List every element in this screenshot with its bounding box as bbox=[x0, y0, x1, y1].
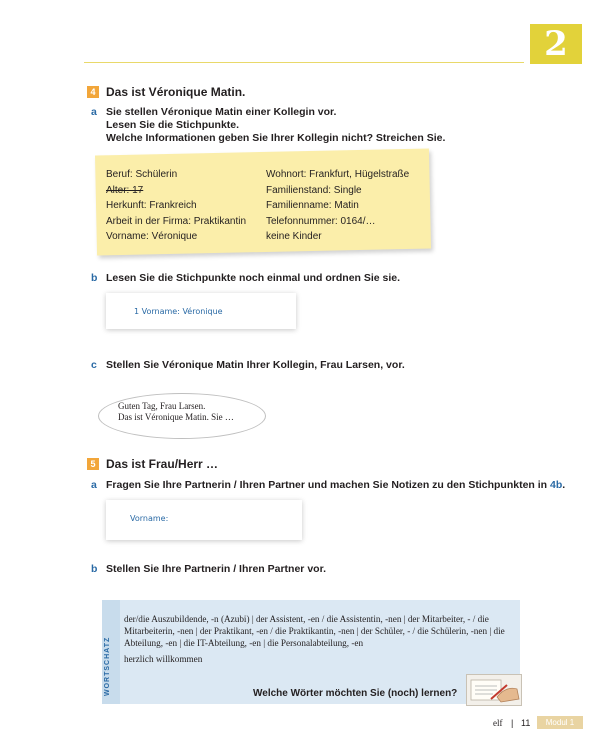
page-word: elf bbox=[493, 718, 503, 728]
exercise-reference: 4b bbox=[550, 479, 563, 491]
note-item: Vorname: Véronique bbox=[106, 231, 198, 242]
instruction-line: Lesen Sie die Stichpunkte. bbox=[106, 119, 240, 131]
speech-bubble-text bbox=[118, 401, 234, 423]
note-left-column bbox=[106, 167, 246, 245]
note-item: Wohnort: Frankfurt, Hügelstraße bbox=[266, 169, 410, 180]
task-4c-instruction: Stellen Sie Véronique Matin Ihrer Kollegin, Frau Larsen, vor. bbox=[106, 359, 405, 371]
instruction-period: . bbox=[562, 479, 566, 491]
page-separator: | bbox=[511, 718, 514, 728]
vocabulary-list: der/die Auszubildende, -n (Azubi) | der Assistent, -en / die Assistentin, -nen | der Mitarbeiter, - / die Mitarbeiterin, -nen | der Praktikant, -en / die Praktikantin, -nen | der Schüler, - / die Schülerin, -nen | die Abteilung, -en | die IT-Abteilung, -en | die Personalabteilung, -en bbox=[124, 614, 505, 648]
instruction-line: Welche Informationen geben Sie Ihrer Kollegin nicht? Streichen Sie. bbox=[106, 132, 446, 144]
note-item: Beruf: Schülerin bbox=[106, 169, 178, 180]
speech-line: Das ist Véronique Matin. Sie … bbox=[118, 412, 234, 422]
task-5a-letter: a bbox=[91, 479, 97, 491]
task-4c-letter: c bbox=[91, 359, 97, 371]
task-4a-instruction bbox=[106, 106, 445, 145]
note-item: Arbeit in der Firma: Praktikantin bbox=[106, 215, 247, 227]
top-rule bbox=[84, 62, 524, 63]
instruction-text: Fragen Sie Ihre Partnerin / Ihren Partner und machen Sie Notizen zu den Stichpunkten in bbox=[106, 479, 550, 491]
exercise-4-number: 4 bbox=[87, 86, 99, 98]
wortschatz-question: Welche Wörter möchten Sie (noch) lernen? bbox=[253, 688, 458, 699]
task-5b-letter: b bbox=[91, 563, 98, 575]
writing-hand-image bbox=[466, 674, 522, 706]
task-4a-letter: a bbox=[91, 106, 97, 118]
note-item: Familienname: Matin bbox=[266, 200, 359, 211]
chapter-number: 2 bbox=[530, 24, 582, 64]
task-5a-instruction bbox=[106, 479, 565, 492]
module-label: Modul 1 bbox=[537, 716, 583, 729]
task-4b-instruction: Lesen Sie die Stichpunkte noch einmal und ordnen Sie sie. bbox=[106, 272, 401, 284]
exercise-5-title: Das ist Frau/Herr … bbox=[106, 457, 219, 471]
note-item: Herkunft: Frankreich bbox=[106, 200, 197, 211]
handwritten-answer-5a: Vorname: bbox=[130, 514, 169, 523]
wortschatz-text bbox=[124, 613, 516, 665]
exercise-4-title: Das ist Véronique Matin. bbox=[106, 85, 246, 99]
writing-hand-icon bbox=[467, 675, 521, 705]
exercise-5-number: 5 bbox=[87, 458, 99, 470]
speech-line: Guten Tag, Frau Larsen. bbox=[118, 401, 206, 411]
instruction-line: Sie stellen Véronique Matin einer Kollegin vor. bbox=[106, 106, 337, 118]
note-right-column bbox=[266, 167, 409, 245]
note-item: Telefonnummer: 0164/… bbox=[266, 215, 376, 227]
page-number: 11 bbox=[521, 718, 531, 728]
task-4b-letter: b bbox=[91, 272, 98, 284]
wortschatz-label: WORTSCHATZ bbox=[104, 636, 111, 696]
note-item: keine Kinder bbox=[266, 231, 322, 242]
note-item: Familienstand: Single bbox=[266, 184, 362, 196]
note-item-struck: Alter: 17 bbox=[106, 184, 144, 196]
vocabulary-extra: herzlich willkommen bbox=[124, 654, 203, 664]
handwritten-answer-4b: 1 Vorname: Véronique bbox=[134, 307, 223, 316]
task-5b-instruction: Stellen Sie Ihre Partnerin / Ihren Partner vor. bbox=[106, 563, 326, 575]
